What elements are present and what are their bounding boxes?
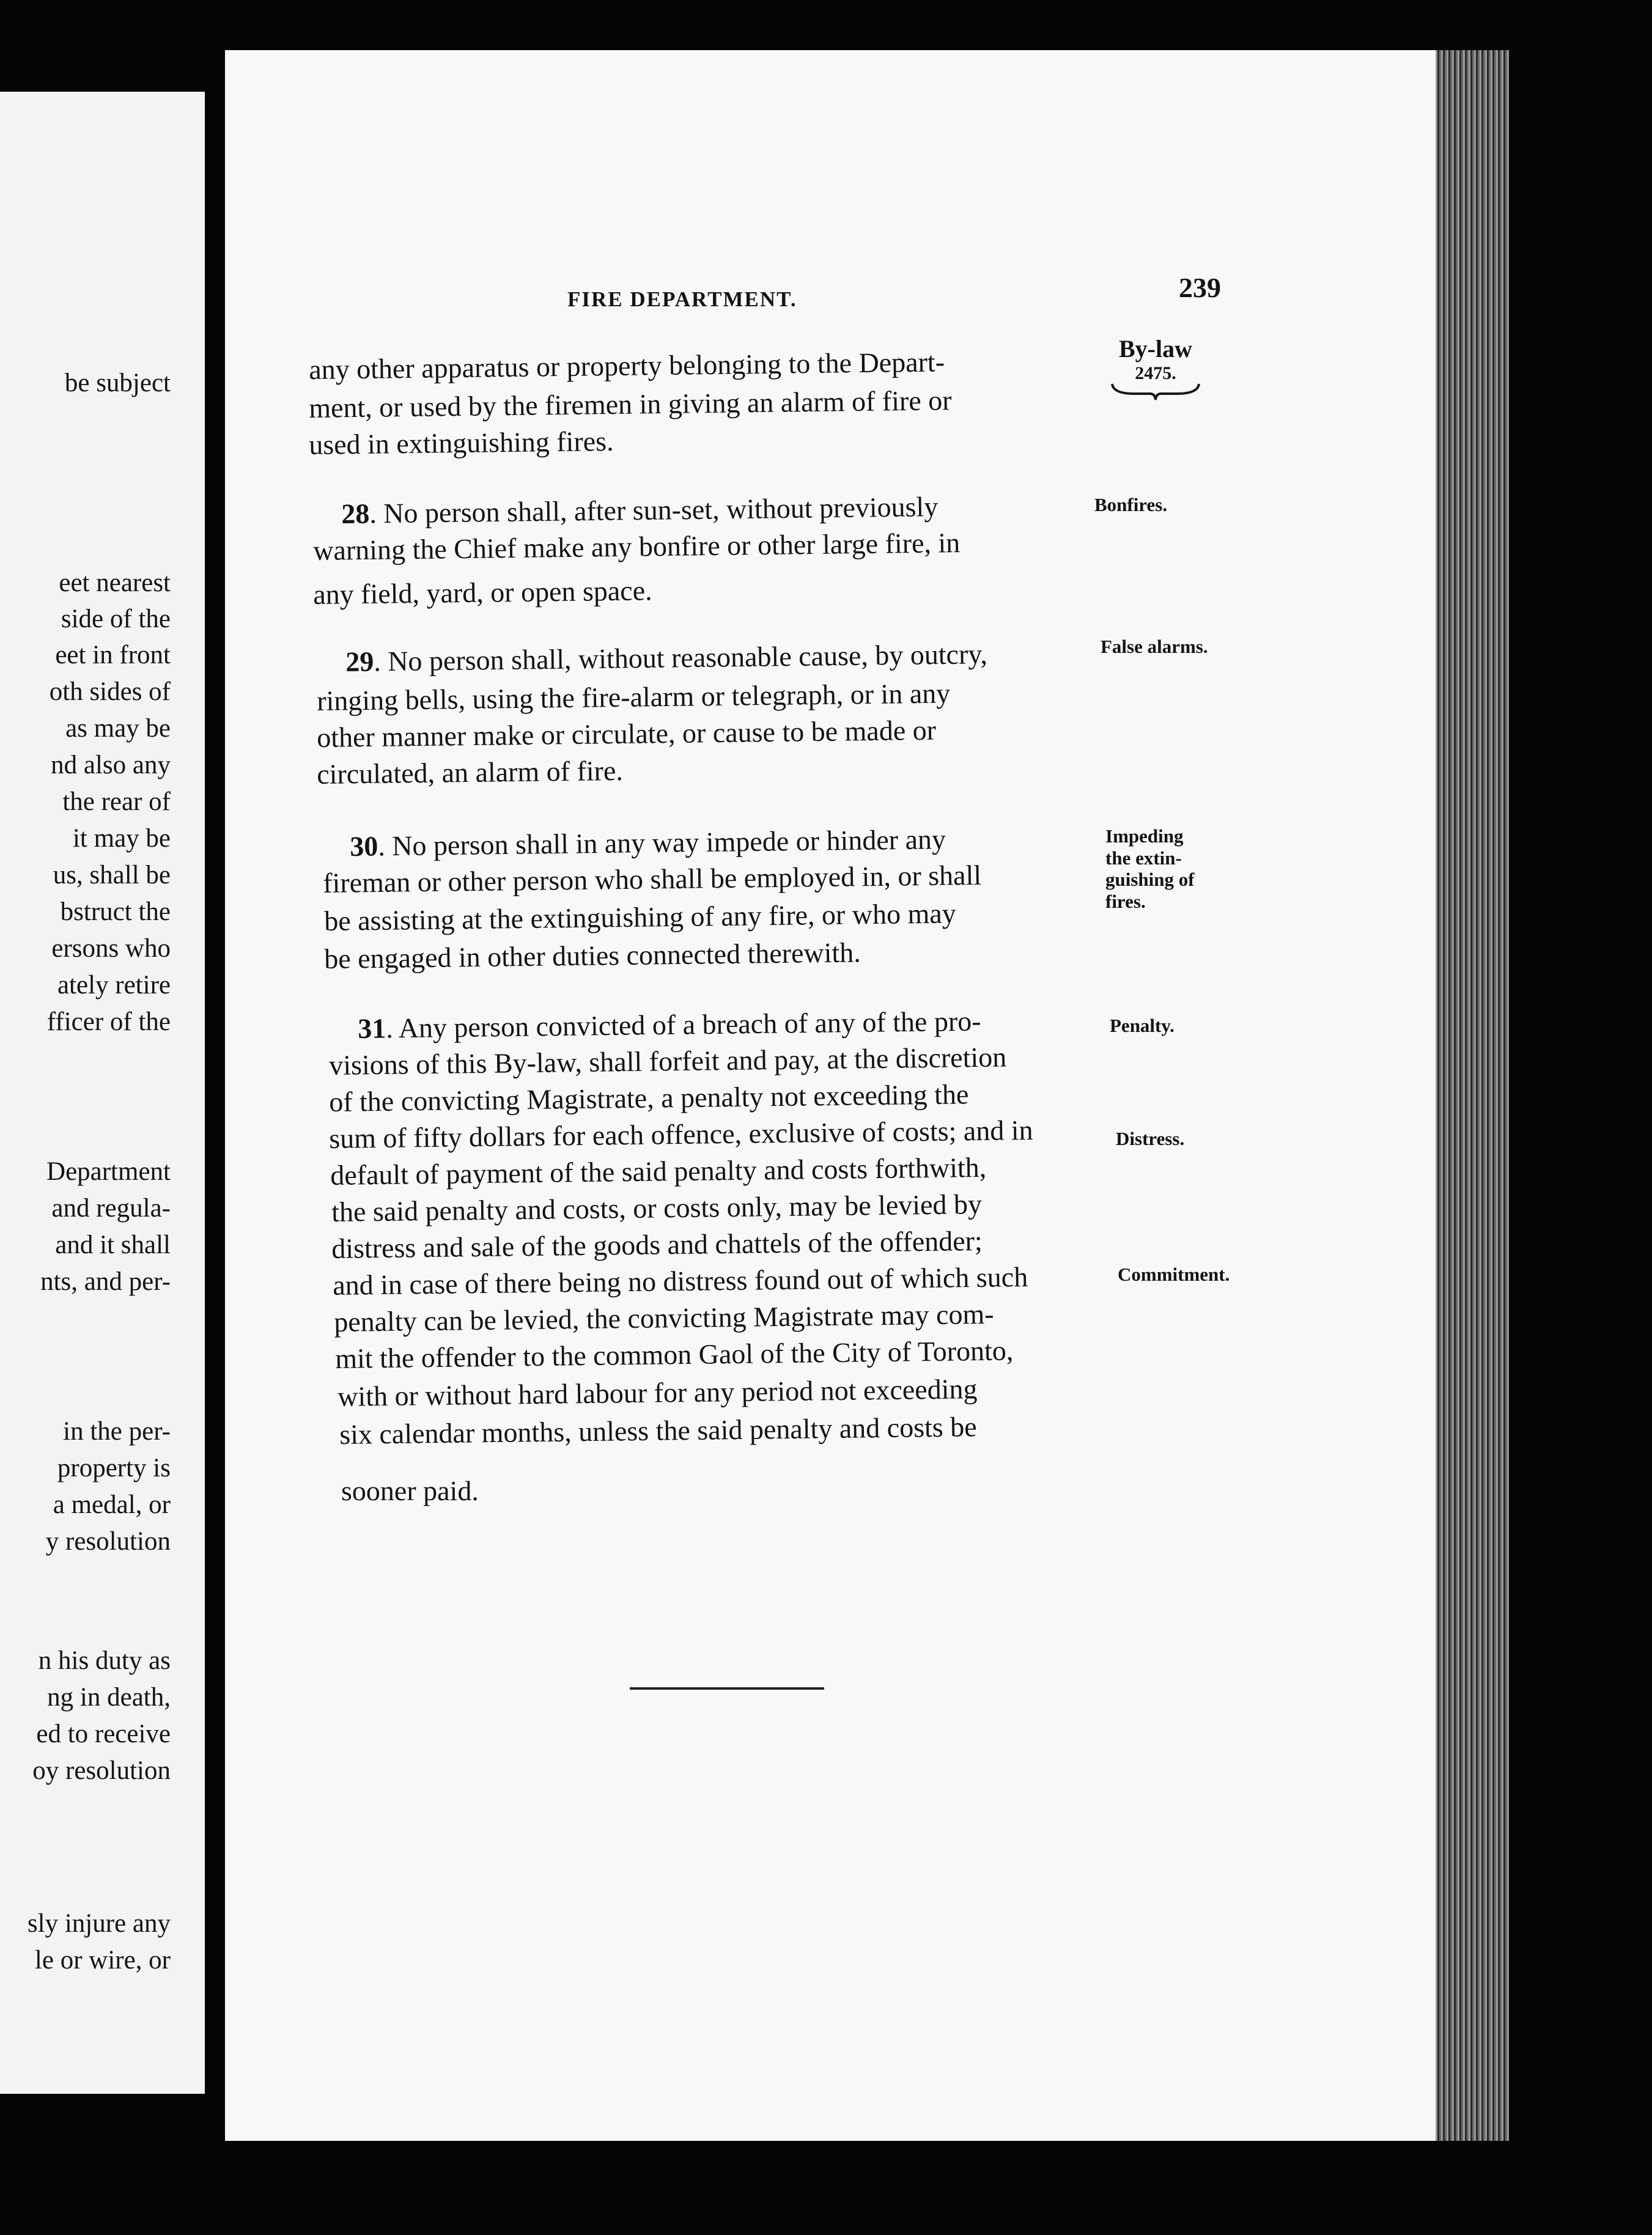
paragraph-line: mit the offender to the common Gaol of the City of Toronto, [334, 1335, 1014, 1374]
facing-page-line: it may be [72, 824, 171, 853]
facing-page-line: bstruct the [60, 897, 171, 926]
section-text: . No person shall in any way impede or hinder any [377, 823, 946, 862]
facing-page-line: oth sides of [49, 677, 171, 706]
page-number: 239 [1179, 272, 1221, 303]
paragraph-line: ment, or used by the firemen in giving an alarm of fire or [308, 385, 952, 424]
paragraph-line: penalty can be levied, the convicting Magistrate may com- [333, 1298, 994, 1338]
facing-page-line: ersons who [51, 934, 171, 963]
facing-page-line: ng in death, [47, 1683, 171, 1712]
margin-note-distress: Distress. [1116, 1128, 1185, 1149]
paragraph-line: and in case of there being no distress found out of which such [332, 1261, 1028, 1301]
paragraph-line: of the convicting Magistrate, a penalty not exceeding the [328, 1078, 969, 1118]
facing-page-line: Department [46, 1157, 171, 1186]
section-text: . Any person convicted of a breach of any of the pro- [385, 1005, 981, 1044]
section-30-first-line [350, 825, 946, 861]
section-28-first-line [341, 493, 938, 528]
facing-page-line: nts, and per- [40, 1267, 171, 1296]
facing-page-line: fficer of the [46, 1007, 171, 1036]
facing-page [0, 92, 205, 2094]
section-number: 28 [341, 498, 370, 529]
paragraph-line: warning the Chief make any bonfire or other large fire, in [312, 527, 961, 566]
paragraph-line: sooner paid. [341, 1475, 479, 1506]
paragraph-line: ringing bells, using the fire-alarm or telegraph, or in any [316, 677, 951, 716]
facing-page-line: and regula- [51, 1194, 171, 1223]
facing-page-line: be subject [64, 369, 171, 397]
facing-page-line: property is [57, 1454, 171, 1482]
margin-note-false-alarms: False alarms. [1101, 636, 1208, 657]
brace-icon [1110, 380, 1201, 402]
facing-page-line: ately retire [57, 971, 171, 1000]
facing-page-line: y resolution [45, 1527, 171, 1556]
facing-page-line: side of the [61, 605, 171, 633]
page-edges [1436, 50, 1509, 2141]
margin-note-penalty: Penalty. [1110, 1015, 1174, 1036]
margin-note-impeding [1105, 825, 1195, 913]
paragraph-line: any field, yard, or open space. [312, 575, 652, 610]
paragraph-line: be assisting at the extinguishing of any fire, or who may [323, 897, 957, 937]
facing-page-line: as may be [65, 714, 171, 743]
margin-note-line: fires. [1105, 890, 1146, 912]
paragraph-line: six calendar months, unless the said penalty and costs be [339, 1411, 977, 1450]
paragraph-line: default of payment of the said penalty and costs forthwith, [330, 1151, 987, 1191]
paragraph-line: visions of this By-law, shall forfeit and pay, at the discretion [328, 1041, 1007, 1081]
facing-page-line: oy resolution [32, 1756, 171, 1785]
paragraph-line: sum of fifty dollars for each offence, exclusive of costs; and in [328, 1114, 1033, 1154]
facing-page-line: eet in front [55, 641, 171, 669]
facing-page-line: n his duty as [38, 1646, 171, 1675]
facing-page-line: nd also any [51, 751, 171, 779]
section-text: . No person shall, without reasonable cause, by outcry, [373, 638, 988, 677]
margin-note-commitment: Commitment. [1118, 1264, 1230, 1285]
section-number: 29 [345, 646, 374, 677]
paragraph-line: circulated, an alarm of fire. [316, 754, 624, 790]
paragraph-line: other manner make or circulate, or cause to be made or [316, 714, 937, 753]
margin-note-line: Impeding [1105, 825, 1184, 847]
facing-page-line: us, shall be [53, 861, 171, 889]
running-head: FIRE DEPARTMENT. [567, 287, 797, 311]
paragraph-line: be engaged in other duties connected therewith. [323, 937, 861, 974]
bylaw-number: 2475. [1135, 363, 1176, 383]
paragraph-line: used in extinguishing fires. [308, 425, 614, 460]
facing-page-line: a medal, or [53, 1490, 171, 1519]
bylaw-title: By-law [1119, 335, 1192, 363]
paragraph-line: with or without hard labour for any period not exceeding [337, 1373, 978, 1412]
margin-note-line: the extin- [1105, 847, 1182, 869]
facing-page-line: and it shall [55, 1231, 171, 1259]
margin-note-bylaw [1119, 335, 1192, 385]
facing-page-line: ed to receive [36, 1720, 171, 1748]
paragraph-line: distress and sale of the goods and chattels of the offender; [331, 1224, 983, 1264]
paragraph-line: the said penalty and costs, or costs only, may be levied by [331, 1188, 983, 1228]
facing-page-line: in the per- [63, 1417, 171, 1446]
facing-page-line: the rear of [62, 787, 171, 816]
section-number: 30 [349, 830, 378, 862]
section-31-first-line [358, 1007, 981, 1043]
facing-page-line: le or wire, or [34, 1946, 171, 1975]
paragraph-line: fireman or other person who shall be employed in, or shall [322, 859, 982, 899]
facing-page-line: eet nearest [59, 569, 171, 597]
section-text: . No person shall, after sun-set, without previously [369, 491, 938, 529]
section-number: 31 [357, 1012, 386, 1044]
end-rule [630, 1687, 824, 1690]
margin-note-bonfires: Bonfires. [1094, 494, 1168, 515]
margin-note-line: guishing of [1105, 869, 1195, 891]
facing-page-line: sly injure any [27, 1909, 171, 1938]
paragraph-line: any other apparatus or property belonging to the Depart- [308, 346, 945, 385]
